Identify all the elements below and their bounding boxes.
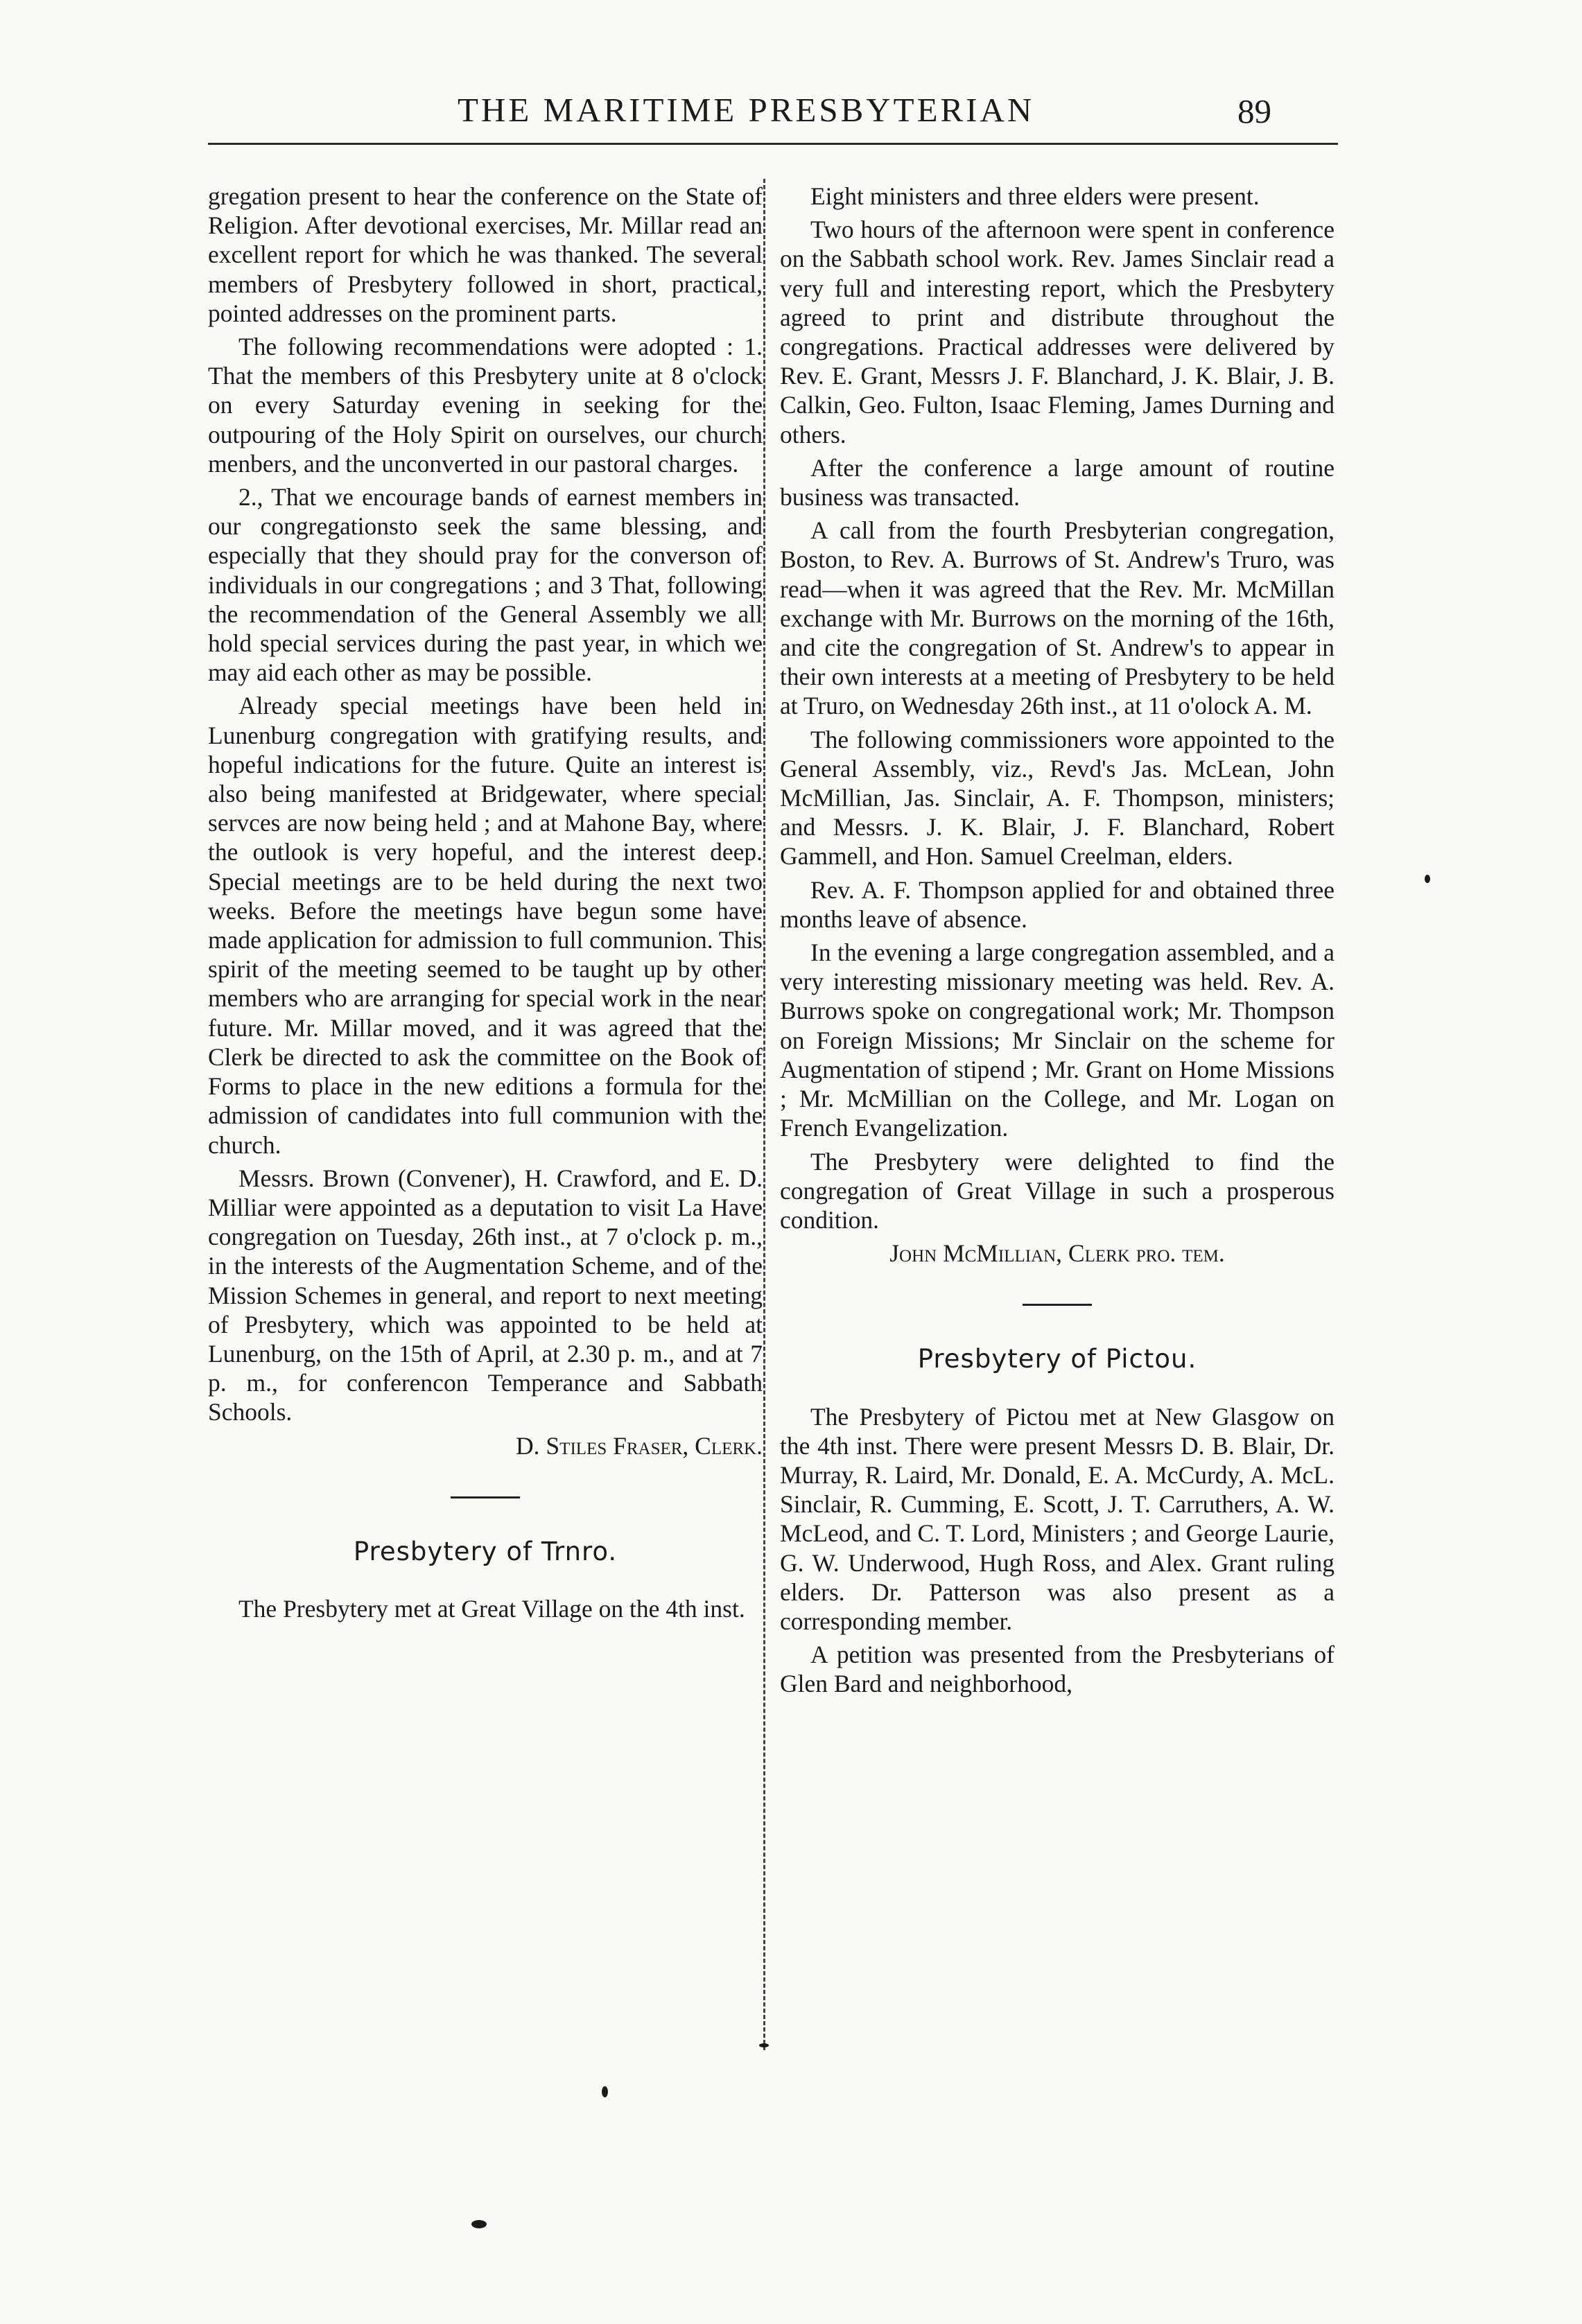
page-number: 89 — [1237, 92, 1271, 130]
paragraph: Already special meetings have been held in Lunenburg congregation with gratifying results, and hopeful indications for the future. Quite an interest is also being manifested at Bridgewater, where special servces are now being held ; and at Mahone Bay, where the outlook is very hopeful, and the interest deep. Special meetings are to be held during the next two weeks. Before the meetings have begun some have made application for admission to full communion. This spirit of the meeting seemed to be taught up by other members who are arranging for special work in the near future. Mr. Millar moved, and it was agreed that the Clerk be directed to ask the committee on the Book of Forms to place in the new editions a formula for the admission of candidates into full communion with the church. — [208, 692, 763, 1159]
clerk-signature: D. Stiles Fraser, Clerk. — [516, 1431, 763, 1460]
header-rule — [208, 143, 1338, 145]
page-header — [0, 90, 1582, 146]
clerk-signature: John McMillian, Clerk pro. tem. — [889, 1239, 1225, 1268]
ink-speck — [759, 2043, 769, 2047]
section-divider — [451, 1496, 520, 1499]
ink-speck — [471, 2220, 487, 2228]
paragraph: gregation present to hear the conference on the State of Religion. After devotional exercises, Mr. Millar read an excellent report for which he was thanked. The several members of Presbytery followed in short, practical, pointed addresses on the prominent parts. — [208, 182, 763, 327]
ink-speck — [602, 2086, 608, 2097]
section-heading: Presbytery of Pictou. — [917, 1344, 1197, 1374]
paragraph: A petition was presented from the Presbyterians of Glen Bard and neighborhood, — [780, 1641, 1335, 1698]
paragraph: Eight ministers and three elders were present. — [810, 182, 1260, 210]
right-column — [780, 182, 1335, 1699]
paragraph: The following recommendations were adopted : 1. That the members of this Presbytery unite at 8 o'clock on every Saturday evening in seeking for the outpouring of the Holy Spirit on ourselves, our church menbers, and the unconverted in our pastoral charges. — [208, 333, 763, 478]
paragraph: Rev. A. F. Thompson applied for and obtained three months leave of absence. — [780, 875, 1335, 933]
section-heading: Presbytery of Trnro. — [353, 1536, 618, 1566]
paragraph: 2., That we encourage bands of earnest members in our congregationsto seek the same blessing, and especially that they should pray for the converson of individuals in our congregations ; and 3 That, following the recommendation of the General Assembly we all hold special services during the past year, in which we may aid each other as may be possible. — [208, 483, 763, 687]
left-column — [208, 182, 763, 1623]
paragraph: A call from the fourth Presbyterian congregation, Boston, to Rev. A. Burrows of St. Andrew's Truro, was read—when it was agreed that the Rev. Mr. McMillan exchange with Mr. Burrows on the morning of the 16th, and cite the congregation of St. Andrew's to appear in their own interests at a meeting of Presbytery to be held at Truro, on Wednesday 26th inst., at 11 o'olock A. M. — [780, 516, 1335, 720]
paragraph: In the evening a large congregation assembled, and a very interesting missionary meeting was held. Rev. A. Burrows spoke on congregational work; Mr. Thompson on Foreign Missions; Mr Sinclair on the scheme for Augmentation of stipend ; Mr. Grant on Home Missions ; Mr. McMillian on the College, and Mr. Logan on French Evangelization. — [780, 938, 1335, 1142]
paragraph: Messrs. Brown (Convener), H. Crawford, and E. D. Milliar were appointed as a deputation to visit La Have congregation on Tuesday, 26th inst., at 7 o'clock p. m., in the interests of the Augmentation Scheme, and of the Mission Schemes in general, and report to next meeting of Presbytery, which was appointed to be held at Lunenburg, on the 15th of April, at 2.30 p. m., and at 7 p. m., for conferencon Temperance and Sabbath Schools. — [208, 1164, 763, 1426]
paragraph: After the conference a large amount of routine business was transacted. — [780, 453, 1335, 512]
section-divider — [1023, 1304, 1092, 1306]
ink-speck — [1425, 875, 1430, 883]
paragraph: Two hours of the afternoon were spent in conference on the Sabbath school work. Rev. James Sinclair read a very full and interesting report, which the Presbytery agreed to print and distribute throughout the congregations. Practical addresses were delivered by Rev. E. Grant, Messrs J. F. Blanchard, J. K. Blair, J. B. Calkin, Geo. Fulton, Isaac Fleming, James Durning and others. — [780, 216, 1335, 448]
paragraph: The Presbytery of Pictou met at New Glasgow on the 4th inst. There were present Messrs D. B. Blair, Dr. Murray, R. Laird, Mr. Donald, E. A. McCurdy, A. McL. Sinclair, R. Cumming, E. Scott, J. T. Carruthers, A. W. McLeod, and C. T. Lord, Ministers ; and George Laurie, G. W. Underwood, Hugh Ross, and Alex. Grant ruling elders. Dr. Patterson was also present as a corresponding member. — [780, 1402, 1335, 1635]
paragraph: The Presbytery were delighted to find the congregation of Great Village in such a prosperous condition. — [780, 1147, 1335, 1234]
paragraph: The following commissioners wore appointed to the General Assembly, viz., Revd's Jas. McLean, John McMillian, Jas. Sinclair, A. F. Thompson, ministers; and Messrs. J. K. Blair, J. F. Blanchard, Robert Gammell, and Hon. Samuel Creelman, elders. — [780, 725, 1335, 871]
paragraph: The Presbytery met at Great Village on the 4th inst. — [238, 1594, 745, 1623]
column-divider — [763, 179, 765, 2050]
running-title: THE MARITIME PRESBYTERIAN — [458, 91, 1035, 129]
